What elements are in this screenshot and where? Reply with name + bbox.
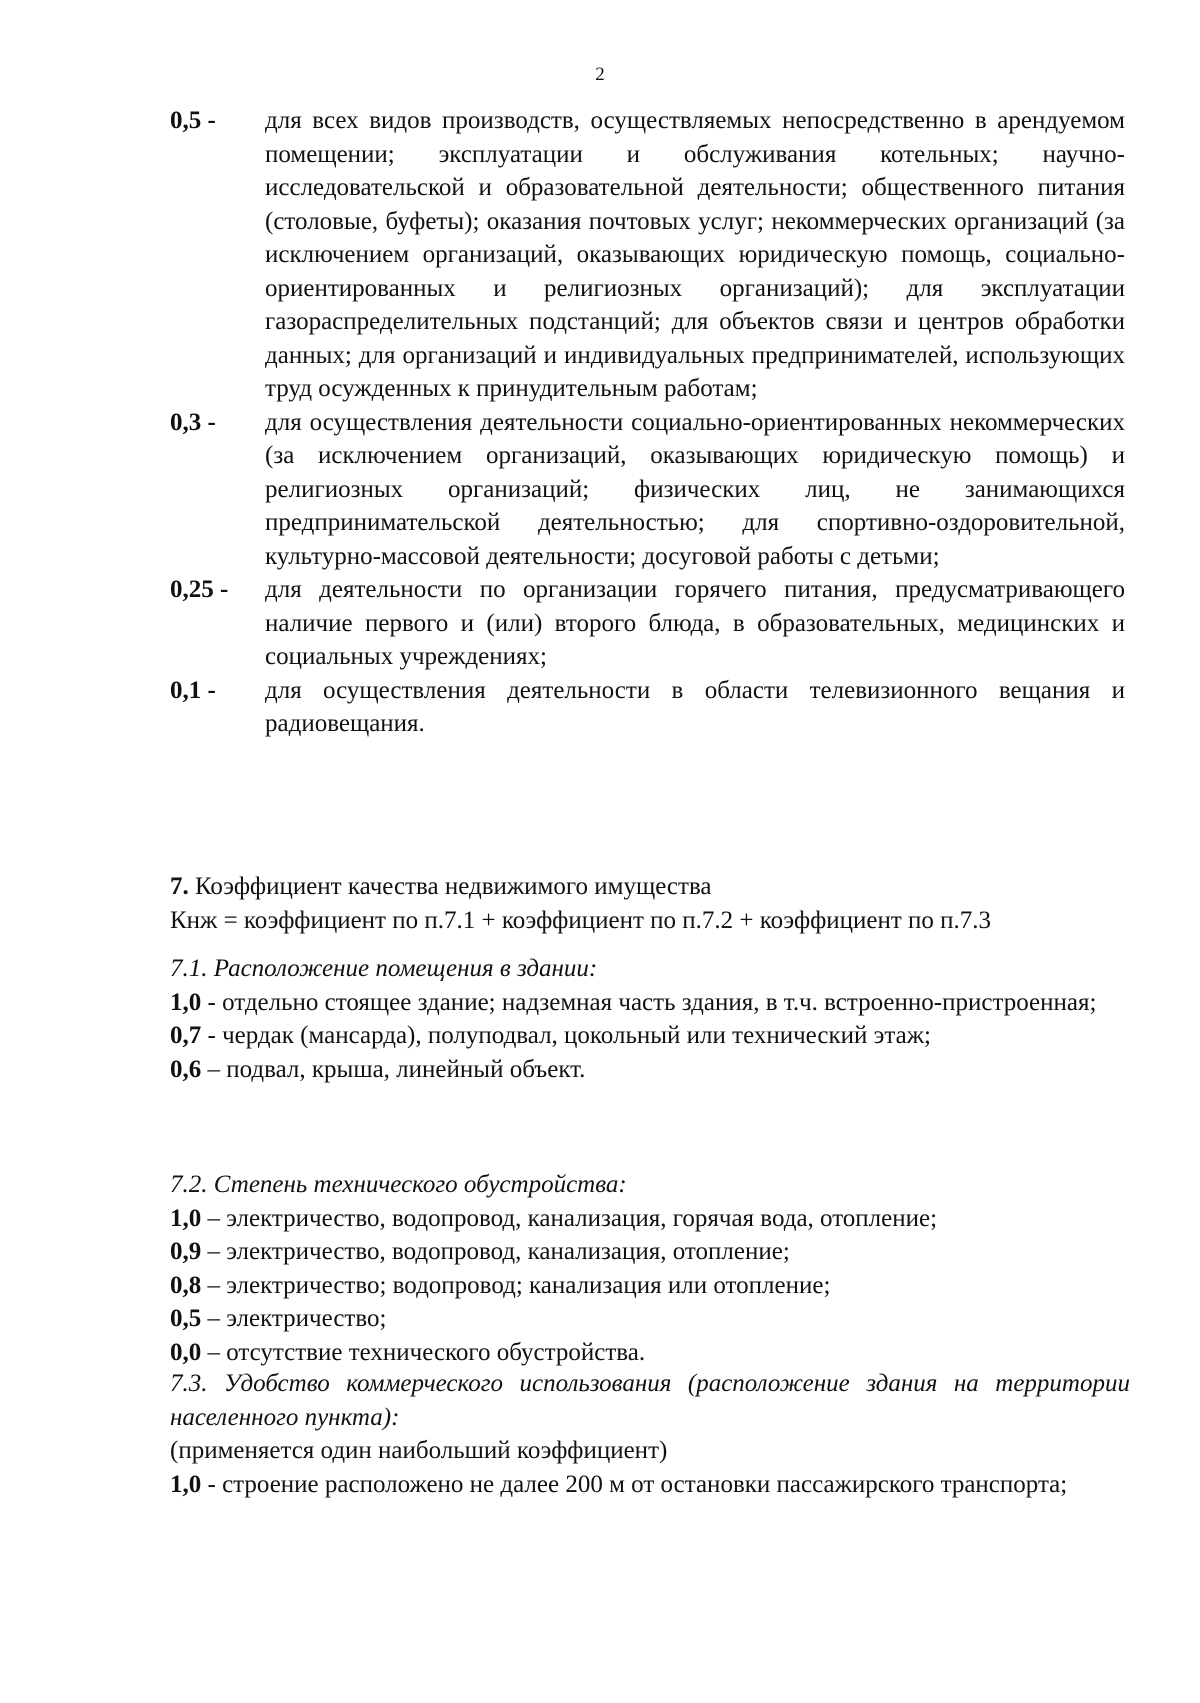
item-coefficient: 0,6 [170, 1055, 202, 1083]
item-coefficient: 0,5 [170, 1305, 202, 1332]
coefficient-item [170, 406, 1125, 574]
item-coefficient: 1,0 [170, 1470, 202, 1498]
section-7-3 [170, 1367, 1130, 1501]
item-text: – электричество; водопровод; канализация или отопление; [201, 1271, 831, 1299]
item-coefficient: 1,0 [170, 1204, 202, 1232]
section-7-1 [170, 952, 1130, 1086]
coefficient-item [170, 104, 1125, 406]
item-coefficient: 0,7 [170, 1022, 202, 1049]
coefficient-value: 0,1 - [170, 676, 216, 704]
section-7-title [170, 870, 1130, 904]
section-7-number: 7. [170, 873, 189, 900]
item-text: – электричество, водопровод, канализация, горячая вода, отопление; [201, 1204, 938, 1232]
item-text: - строение расположено не далее 200 м от остановки пассажирского транспорта; [201, 1470, 1068, 1498]
section-7-2-item [170, 1235, 1130, 1269]
section-7-title-text: Коэффициент качества недвижимого имущества [188, 873, 712, 900]
coefficient-value: 0,25 - [170, 576, 229, 603]
coefficient-description: для всех видов производств, осуществляемых непосредственно в арендуемом помещении; эксплуатации и обслуживания котельных; научно-исследовательской и образовательной деятельности; общественного питания (столовые, буфеты); оказания почтовых услуг; некоммерческих организаций (за исключением организаций, оказывающих юридическую помощь, социально-ориентированных и религиозных организаций); для эксплуатации газораспределительных подстанций; для объектов связи и центров обработки данных; для организаций и индивидуальных предпринимателей, использующих труд осужденных к принудительным работам; [265, 107, 1125, 402]
item-text: – подвал, крыша, линейный объект. [201, 1055, 586, 1083]
item-coefficient: 0,0 [170, 1338, 202, 1366]
item-text: - чердак (мансарда), полуподвал, цокольный или технический этаж; [201, 1022, 931, 1049]
section-7-3-note: (применяется один наибольший коэффициент) [170, 1437, 668, 1464]
item-coefficient: 1,0 [170, 988, 202, 1016]
item-text: - отдельно стоящее здание; надземная часть здания, в т.ч. встроенно-пристроенная; [201, 988, 1097, 1016]
section-7-2-item [170, 1269, 1130, 1303]
item-text: – электричество, водопровод, канализация, отопление; [201, 1238, 790, 1265]
item-coefficient: 0,8 [170, 1271, 202, 1299]
section-7-2-heading: 7.2. Степень технического обустройства: [170, 1171, 627, 1198]
section-7-2-item [170, 1336, 1130, 1370]
item-coefficient: 0,9 [170, 1238, 202, 1265]
coefficient-value: 0,5 - [170, 107, 216, 134]
section-7-3-heading: 7.3. Удобство коммерческого использования (расположение здания на территории населенного пункта): [170, 1370, 1130, 1431]
section-7-1-item [170, 1053, 1130, 1087]
section-7-2-item [170, 1202, 1130, 1236]
section-7-1-item [170, 1019, 1130, 1053]
page-number: 2 [595, 64, 605, 85]
section-7-formula: Кнж = коэффициент по п.7.1 + коэффициент по п.7.2 + коэффициент по п.7.3 [170, 906, 992, 934]
coefficient-item [170, 573, 1125, 674]
coefficient-description: для деятельности по организации горячего питания, предусматривающего наличие первого и (или) второго блюда, в образовательных, медицинских и социальных учреждениях; [265, 576, 1125, 670]
item-text: – отсутствие технического обустройства. [201, 1338, 646, 1366]
item-text: – электричество; [201, 1305, 387, 1332]
section-7-3-item [170, 1468, 1130, 1502]
section-7-2 [170, 1168, 1130, 1369]
section-7-2-item [170, 1302, 1130, 1336]
coefficient-description: для осуществления деятельности социально-ориентированных некоммерческих (за исключением организаций, оказывающих юридическую помощь) и религиозных организаций; физических лиц, не занимающихся предпринимательской деятельностью; для спортивно-оздоровительной, культурно-массовой деятельности; досуговой работы с детьми; [265, 408, 1125, 570]
section-7 [170, 870, 1130, 937]
section-7-1-item [170, 986, 1130, 1020]
section-7-1-heading: 7.1. Расположение помещения в здании: [170, 955, 598, 982]
coefficient-item [170, 674, 1125, 741]
coefficients-list [170, 104, 1125, 741]
coefficient-value: 0,3 - [170, 408, 216, 436]
coefficient-description: для осуществления деятельности в области телевизионного вещания и радиовещания. [265, 676, 1125, 737]
